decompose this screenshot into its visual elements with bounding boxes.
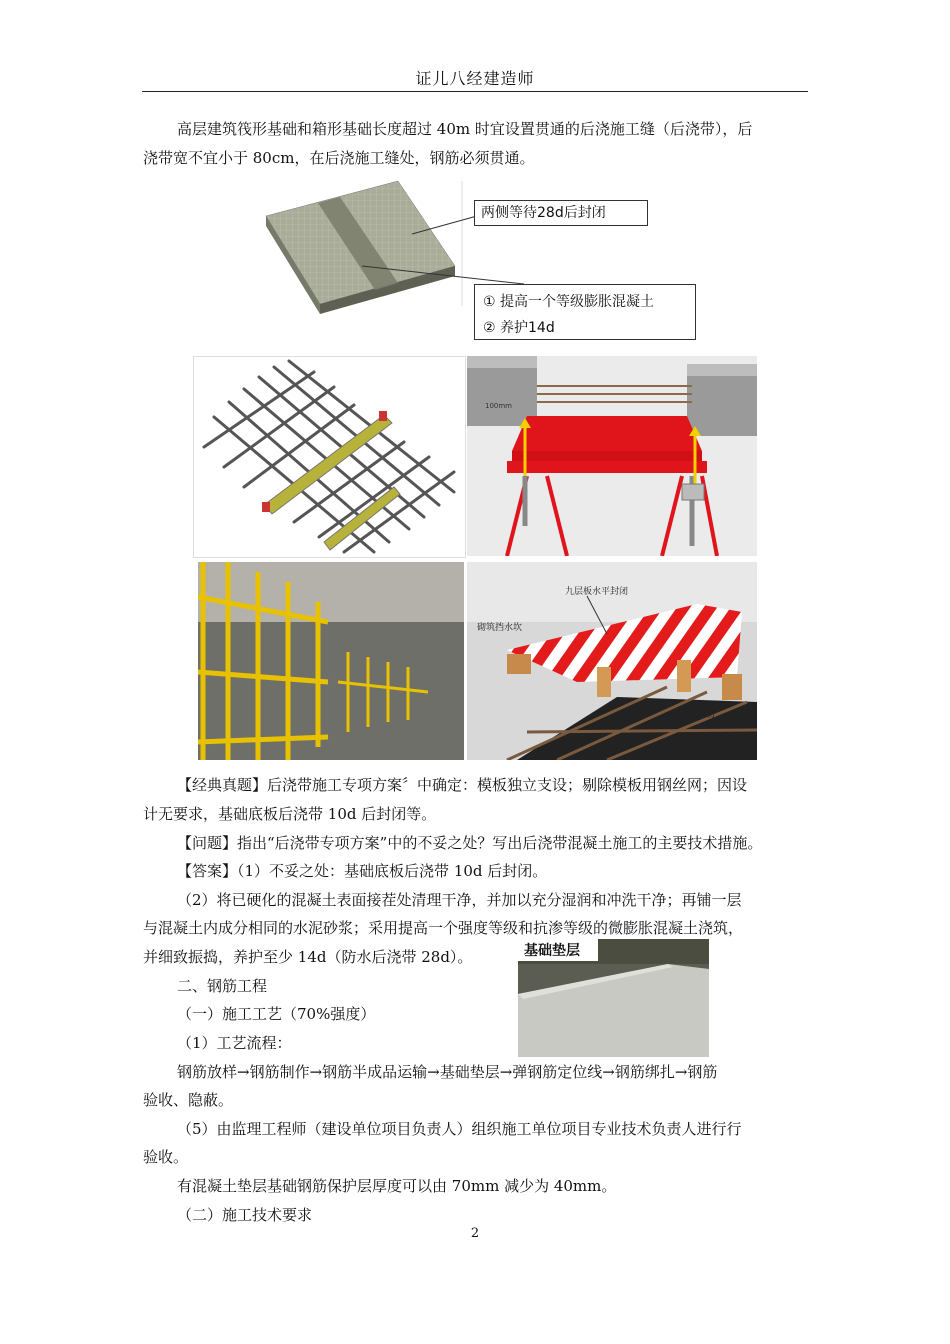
text-line: 验收、隐蔽。 (143, 1091, 234, 1109)
text-line: （2）将已硬化的混凝土表面接茬处清理干净，并加以充分湿润和冲洗干净；再铺一层 (177, 891, 742, 909)
text-line: 并细致振捣，养护至少 14d（防水后浇带 28d）。 (143, 948, 473, 966)
text-line: 【问题】指出“后浇带专项方案”中的不妥之处？写出后浇带混凝土施工的主要技术措施。 (177, 834, 763, 852)
text-line: 【答案】（1）不妥之处：基础底板后浇带 10d 后封闭。 (177, 862, 548, 880)
text-line: 【经典真题】后浇带施工专项方案〞中确定：模板独立支设；剔除模板用钢丝网；因设 (177, 776, 748, 794)
text-line: 高层建筑筏形基础和箱形基础长度超过 40m 时宜设置贯通的后浇施工缝（后浇带），后 (177, 120, 753, 138)
subsection-heading: （一）施工工艺（70%强度） (177, 1005, 376, 1023)
page-header-title: 证儿八经建造师 (415, 69, 535, 88)
header-divider (142, 91, 808, 92)
section-heading: 二、钢筋工程 (177, 977, 268, 995)
text-line: 验收。 (143, 1148, 189, 1166)
label-water-barrier: 砌筑挡水坎 (477, 623, 523, 633)
text-line: 钢筋放样→钢筋制作→钢筋半成品运输→基础垫层→弹钢筋定位线→钢筋绑扎→钢筋 (177, 1063, 718, 1081)
text-line: 有混凝土垫层基础钢筋保护层厚度可以由 70mm 减少为 40mm。 (177, 1177, 617, 1195)
text-line: 计无要求，基础底板后浇带 10d 后封闭等。 (143, 805, 437, 823)
foundation-cushion-photo (518, 939, 709, 1057)
callout-line: ② 养护14d (483, 320, 555, 336)
independent-formwork-figure (467, 356, 757, 556)
dimension-label: 100mm (485, 402, 512, 410)
rebar-mesh-figure (193, 356, 466, 558)
horizontal-closure-figure (467, 562, 757, 760)
label-timber-beam: 木枋 (697, 710, 716, 720)
subsection-heading: （二）施工技术要求 (177, 1206, 313, 1224)
callout-wait-28d: 两侧等待28d后封闭 (474, 200, 648, 226)
page-number: 2 (470, 1226, 480, 1241)
callout-line: ① 提高一个等级膨胀混凝土 (483, 294, 655, 310)
text-line: 浇带宽不宜小于 80cm，在后浇施工缝处，钢筋必须贯通。 (143, 149, 535, 167)
text-line: （1）工艺流程： (177, 1034, 292, 1052)
label-cushion: 基础垫层 (524, 943, 580, 959)
text-line: （5）由监理工程师（建设单位项目负责人）组织施工单位项目专业技术负责人进行行 (177, 1120, 742, 1138)
label-horizontal-closure: 九层板水平封闭 (565, 587, 629, 597)
callout-concrete-requirements (474, 284, 696, 340)
scaffolding-photo (198, 562, 464, 760)
text-line: 与混凝土内成分相同的水泥砂浆；采用提高一个强度等级和抗渗等级的微膨胀混凝土浇筑， (143, 919, 744, 937)
